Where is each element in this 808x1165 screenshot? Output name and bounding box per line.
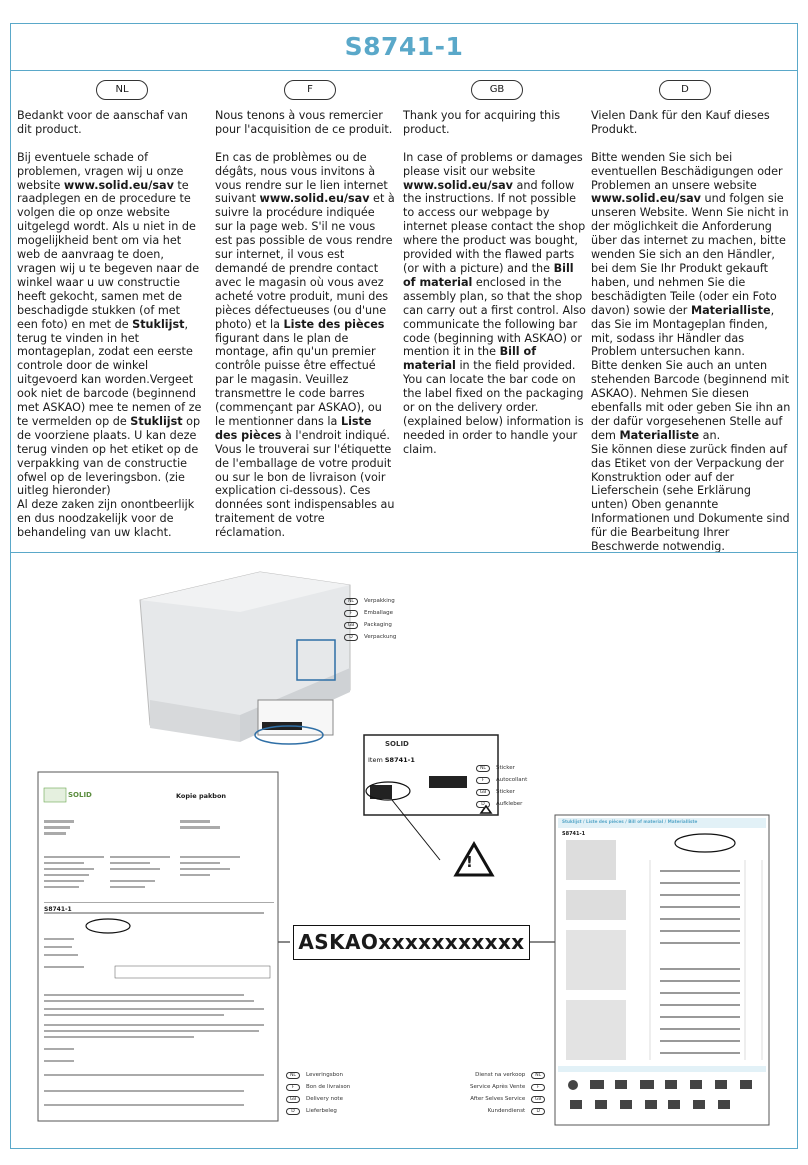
- de-term: Materialliste: [690, 303, 771, 317]
- gb-text: In case of problems or damages please visit our website: [403, 150, 587, 178]
- legend-text: Sticker: [496, 765, 515, 771]
- barcode-callout: ASKAOxxxxxxxxxxx: [293, 925, 530, 960]
- sticker-item: [368, 757, 415, 763]
- legend-text: Verpakking: [364, 598, 395, 604]
- fr-text: et à suivre la procédure indiquée sur la page web. S'il ne vous est pas possible de vous rendre sur internet, il vous est demandé de prendre contact avec le magasin où vous avez acheté votre produit, muni des pièces défectueuses (ou d'une photo) et la: [215, 192, 399, 331]
- legend-text: Sticker: [496, 789, 515, 795]
- legend-code: F: [476, 777, 490, 784]
- legend-text: Delivery note: [306, 1096, 343, 1102]
- lang-badge-nl: NL: [96, 80, 148, 100]
- legend-text: Aufkleber: [496, 801, 523, 807]
- legend-text: Verpackung: [364, 634, 397, 640]
- sticker-item-label: Item: [368, 756, 383, 764]
- warning-icon: [456, 844, 492, 875]
- legend-code: GB: [286, 1096, 300, 1103]
- legend-text: Kundendienst: [487, 1108, 526, 1114]
- legend-text: Dienst na verkoop: [475, 1072, 526, 1078]
- nl-text: Bij eventuele schade of problemen, vragen wij u onze website: [17, 150, 187, 192]
- legend-code: D: [344, 634, 358, 641]
- fr-intro: Nous tenons à vous remercier pour l'acquisition de ce produit.: [215, 109, 393, 136]
- legend-text: Service Après Vente: [470, 1084, 526, 1090]
- delivery-legend: [286, 1069, 350, 1117]
- page-title: S8741-1: [344, 32, 464, 61]
- delivery-heading: Kopie pakbon: [176, 792, 227, 800]
- sticker-barcode: [429, 776, 467, 788]
- de-text: und folgen sie unseren Website. Wenn Sie nicht in der möglichkeit die Anforderung über das internet zu machen, bitte wenden Sie sich an den Händler, bei dem Sie Ihr Produkt gekauft haben, und nehmen Sie die beschädigten Teile (oder ein Foto davon) sowie der: [591, 192, 793, 317]
- legend-text: Lieferbeleg: [306, 1108, 337, 1114]
- nl-text: , terug te vinden in het montageplan, zodat een eerste controle door de winkel uitgevoerd kan worden.Vergeet ook niet de barcode (beginnend met ASKAO) mee te nemen of ze te vermelden op de: [17, 317, 205, 428]
- delivery-brand: SOLID: [68, 791, 92, 799]
- sticker-legend: [476, 762, 527, 810]
- legend-code: F: [344, 610, 358, 617]
- sticker-item-code: S8741-1: [384, 756, 415, 764]
- legend-code: D: [531, 1108, 545, 1115]
- nl-intro: Bedankt voor de aanschaf van dit product.: [17, 109, 192, 136]
- fr-term: Liste des pièces: [215, 414, 376, 442]
- service-legend: [470, 1069, 545, 1117]
- legend-text: Autocollant: [496, 777, 528, 783]
- lang-badge-d: D: [659, 80, 711, 100]
- legend-code: D: [476, 801, 490, 808]
- delivery-document: [38, 772, 278, 1121]
- legend-text: After Selves Service: [470, 1096, 526, 1102]
- de-term: Materialliste: [619, 428, 700, 442]
- de-sav-link[interactable]: www.solid.eu/sav: [591, 192, 701, 206]
- sticker-barcode: [370, 785, 392, 799]
- packaging-photo: [140, 572, 350, 744]
- legend-text: Leveringsbon: [306, 1072, 343, 1078]
- nl-sav-link[interactable]: www.solid.eu/sav: [63, 178, 174, 192]
- gb-term: Bill of material: [403, 261, 578, 289]
- fr-text: En cas de problèmes ou de dégâts, nous vous invitons à vous rendre sur le lien internet suivant: [215, 150, 392, 206]
- de-text: Bitte wenden Sie sich bei eventuellen Beschädigungen oder Problemen an unsere website: [591, 150, 787, 192]
- gb-sav-link[interactable]: www.solid.eu/sav: [403, 178, 513, 192]
- legend-code: GB: [531, 1096, 545, 1103]
- bom-header: Stuklijst / Liste des pièces / Bill of material / Materialliste: [562, 819, 698, 824]
- gb-intro: Thank you for acquiring this product.: [403, 109, 564, 136]
- fr-text: figurant dans le plan de montage, afin qu'un premier contrôle puisse être effectué par le magasin. Veuillez transmettre le code barres (commençant par ASKAO), ou le mentionner dans la: [215, 317, 389, 428]
- legend-code: NL: [344, 598, 358, 605]
- sticker-brand: SOLID: [385, 740, 409, 748]
- nl-text: te raadplegen en de procedure te volgen die op onze website uitgelegd wordt. Als u niet in de mogelijkheid bent om via het web de aanvraag te doen, vragen wij u te begeven naar de winkel waar u uw constructie heeft gekocht, samen met de beschadigde stukken (of met een foto) en met de: [17, 178, 203, 331]
- legend-text: Packaging: [364, 622, 392, 628]
- fr-term: Liste des pièces: [283, 317, 385, 331]
- lang-badge-f: F: [284, 80, 336, 100]
- bom-item-code: S8741-1: [562, 831, 586, 837]
- fr-sav-link[interactable]: www.solid.eu/sav: [259, 192, 370, 206]
- delivery-item-code: S8741-1: [44, 906, 72, 913]
- gb-text: in the field provided. You can locate the bar code on the label fixed on the packaging or on the delivery order. (explained below) information is needed in order to handle your claim.: [403, 359, 588, 456]
- nl-text: op de voorziene plaats. U kan deze terug vinden op het etiket op de verpakking van de constructie ofwel op de leveringsbon. (zie uitleg hieronder) Al deze zaken zijn onontbeerlijk en dus noodzakelijk voor de behandeling van uw klacht.: [17, 414, 201, 540]
- legend-code: GB: [344, 622, 358, 629]
- legend-code: NL: [286, 1072, 300, 1079]
- de-text: , das Sie im Montageplan finden, mit, sodass ihr Händler das Problem untersuchen kann. Bitte denken Sie auch an unten stehenden Barcode (beginnend mit ASKAO). Nehmen Sie diesen ebenfalls mit oder geben Sie ihn an der dafür vorgesehenen Stelle auf dem: [591, 303, 791, 442]
- legend-text: Emballage: [364, 610, 393, 616]
- gb-term: Bill of material: [403, 345, 540, 373]
- warning-mark: !: [466, 853, 473, 871]
- gb-text: and follow the instructions. If not possible to access our webpage by internet please contact the shop where the product was bought, provided with the flawed parts (or with a picture) and the: [403, 178, 589, 275]
- legend-code: NL: [476, 765, 490, 772]
- legend-code: F: [531, 1084, 545, 1091]
- packaging-legend: [344, 595, 396, 643]
- legend-text: Bon de livraison: [306, 1084, 351, 1090]
- de-text: an. Sie können diese zurück finden auf das Etiket von der Verpackung der Konstruktion oder auf der Lieferschein (sehe Erklärung unten) Oben genannte Informationen und Dokumente sind für die Bearbeitung Ihrer Beschwerde notwendig.: [591, 428, 790, 554]
- fr-text: à l'endroit indiqué. Vous le trouverai sur l'étiquette de l'emballage de votre produit ou sur le bon de livraison (voir explication ci-dessous). Ces données sont indispensables au traitement de votre réclamation.: [215, 428, 398, 540]
- de-intro: Vielen Dank für den Kauf dieses Produkt.: [591, 109, 774, 136]
- legend-code: D: [286, 1108, 300, 1115]
- legend-code: NL: [531, 1072, 545, 1079]
- nl-term: Stuklijst: [132, 317, 185, 331]
- gb-text: enclosed in the assembly plan, so that the shop can carry out a first control. Also communicate the following bar code (beginning with ASKAO) or mention it in the: [403, 275, 590, 359]
- legend-code: F: [286, 1084, 300, 1091]
- legend-code: GB: [476, 789, 490, 796]
- lang-badge-gb: GB: [471, 80, 523, 100]
- nl-term: Stuklijst: [130, 414, 183, 428]
